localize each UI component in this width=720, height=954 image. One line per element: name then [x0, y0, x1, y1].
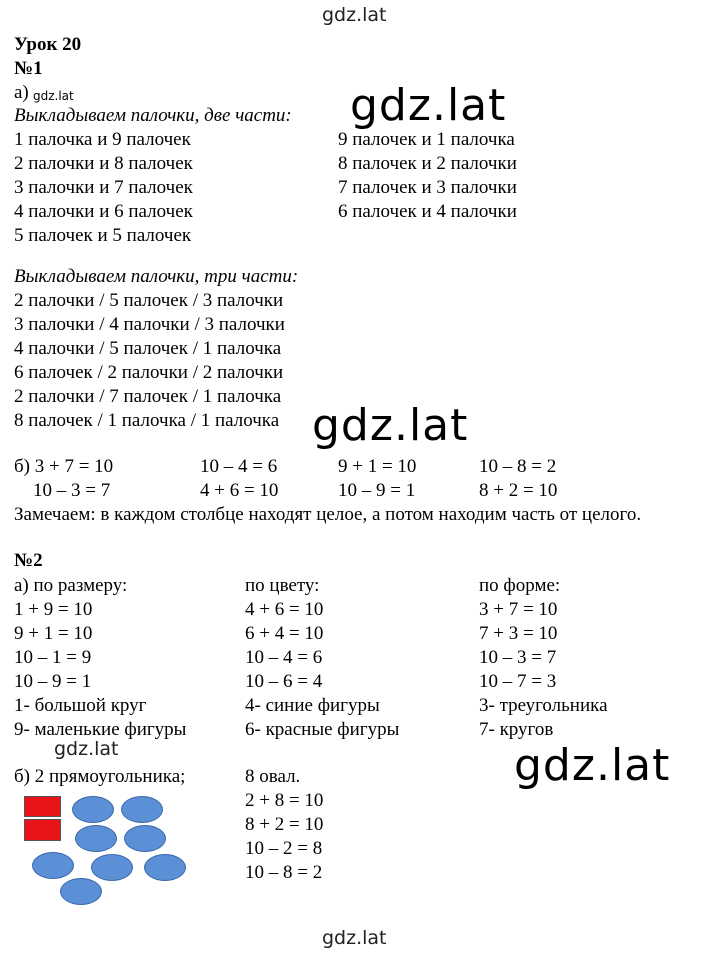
equation: 9 + 1 = 10 — [338, 456, 417, 477]
list-item: 3 палочки / 4 палочки / 3 палочки — [14, 314, 285, 335]
watermark: gdz.lat — [322, 4, 387, 26]
blue-oval — [72, 796, 114, 823]
equation: 10 – 9 = 1 — [14, 671, 92, 692]
list-item: 8 палочек и 2 палочки — [338, 153, 517, 174]
list-item: 2 палочки и 8 палочек — [14, 153, 193, 174]
equation: 8 + 2 = 10 — [479, 480, 558, 501]
part-b-label: б) 2 прямоугольника; — [14, 766, 186, 787]
equation: 7 + 3 = 10 — [479, 623, 558, 644]
answer-line: 1- большой круг — [14, 695, 147, 716]
answer-line: 6- красные фигуры — [245, 719, 400, 740]
equation: 10 – 8 = 2 — [245, 862, 323, 883]
list-item: 1 палочка и 9 палочек — [14, 129, 191, 150]
task-number: №2 — [14, 550, 43, 571]
list-item: 8 палочек / 1 палочка / 1 палочка — [14, 410, 280, 431]
equation: 10 – 1 = 9 — [14, 647, 92, 668]
watermark: gdz.lat — [33, 89, 74, 103]
column-header: а) по размеру: — [14, 575, 128, 596]
red-rectangle — [24, 819, 61, 841]
equation: 10 – 8 = 2 — [479, 456, 557, 477]
answer-line: 3- треугольника — [479, 695, 608, 716]
task-number: №1 — [14, 58, 43, 79]
equation: 1 + 9 = 10 — [14, 599, 93, 620]
equation: 4 + 6 = 10 — [245, 599, 324, 620]
blue-oval — [60, 878, 102, 905]
lesson-title: Урок 20 — [14, 34, 82, 55]
equation: 4 + 6 = 10 — [200, 480, 279, 501]
list-item: 4 палочки / 5 палочек / 1 палочка — [14, 338, 282, 359]
equation: 10 – 9 = 1 — [338, 480, 416, 501]
blue-oval — [32, 852, 74, 879]
watermark: gdz.lat — [350, 80, 507, 131]
equation: 10 – 4 = 6 — [200, 456, 278, 477]
watermark: gdz.lat — [322, 927, 387, 949]
conclusion-text: Замечаем: в каждом столбце находят целое, а потом находим часть от целого. — [14, 504, 642, 525]
blue-oval — [124, 825, 166, 852]
list-item: 3 палочки и 7 палочек — [14, 177, 193, 198]
list-item: 2 палочки / 5 палочек / 3 палочки — [14, 290, 284, 311]
red-rectangle — [24, 796, 61, 817]
equation: 10 – 4 = 6 — [245, 647, 323, 668]
equation: 10 – 3 = 7 — [479, 647, 557, 668]
list-item: 2 палочки / 7 палочек / 1 палочка — [14, 386, 282, 407]
list-item: 4 палочки и 6 палочек — [14, 201, 193, 222]
section-heading: Выкладываем палочки, две части: — [14, 105, 292, 126]
blue-oval — [75, 825, 117, 852]
part-label: а) — [14, 82, 29, 103]
column-header: по цвету: — [245, 575, 320, 596]
answer-line: 4- синие фигуры — [245, 695, 380, 716]
answer-line: 7- кругов — [479, 719, 554, 740]
equation: 2 + 8 = 10 — [245, 790, 324, 811]
watermark: gdz.lat — [54, 738, 119, 760]
section-heading: Выкладываем палочки, три части: — [14, 266, 299, 287]
list-item: 6 палочек и 4 палочки — [338, 201, 517, 222]
blue-oval — [91, 854, 133, 881]
equation: 10 – 3 = 7 — [33, 480, 111, 501]
list-item: 5 палочек и 5 палочек — [14, 225, 192, 246]
watermark: gdz.lat — [514, 740, 671, 791]
equation: 10 – 6 = 4 — [245, 671, 323, 692]
equation: 6 + 4 = 10 — [245, 623, 324, 644]
answer-line: 9- маленькие фигуры — [14, 719, 187, 740]
equation: 10 – 2 = 8 — [245, 838, 323, 859]
blue-oval — [144, 854, 186, 881]
list-item: 7 палочек и 3 палочки — [338, 177, 517, 198]
equation: 9 + 1 = 10 — [14, 623, 93, 644]
blue-oval — [121, 796, 163, 823]
watermark: gdz.lat — [312, 400, 469, 451]
equation: б) 3 + 7 = 10 — [14, 456, 114, 477]
equation: 3 + 7 = 10 — [479, 599, 558, 620]
list-item: 9 палочек и 1 палочка — [338, 129, 515, 150]
column-header: по форме: — [479, 575, 561, 596]
list-item: 6 палочек / 2 палочки / 2 палочки — [14, 362, 284, 383]
equation: 8 + 2 = 10 — [245, 814, 324, 835]
equation: 10 – 7 = 3 — [479, 671, 557, 692]
ovals-count: 8 овал. — [245, 766, 301, 787]
